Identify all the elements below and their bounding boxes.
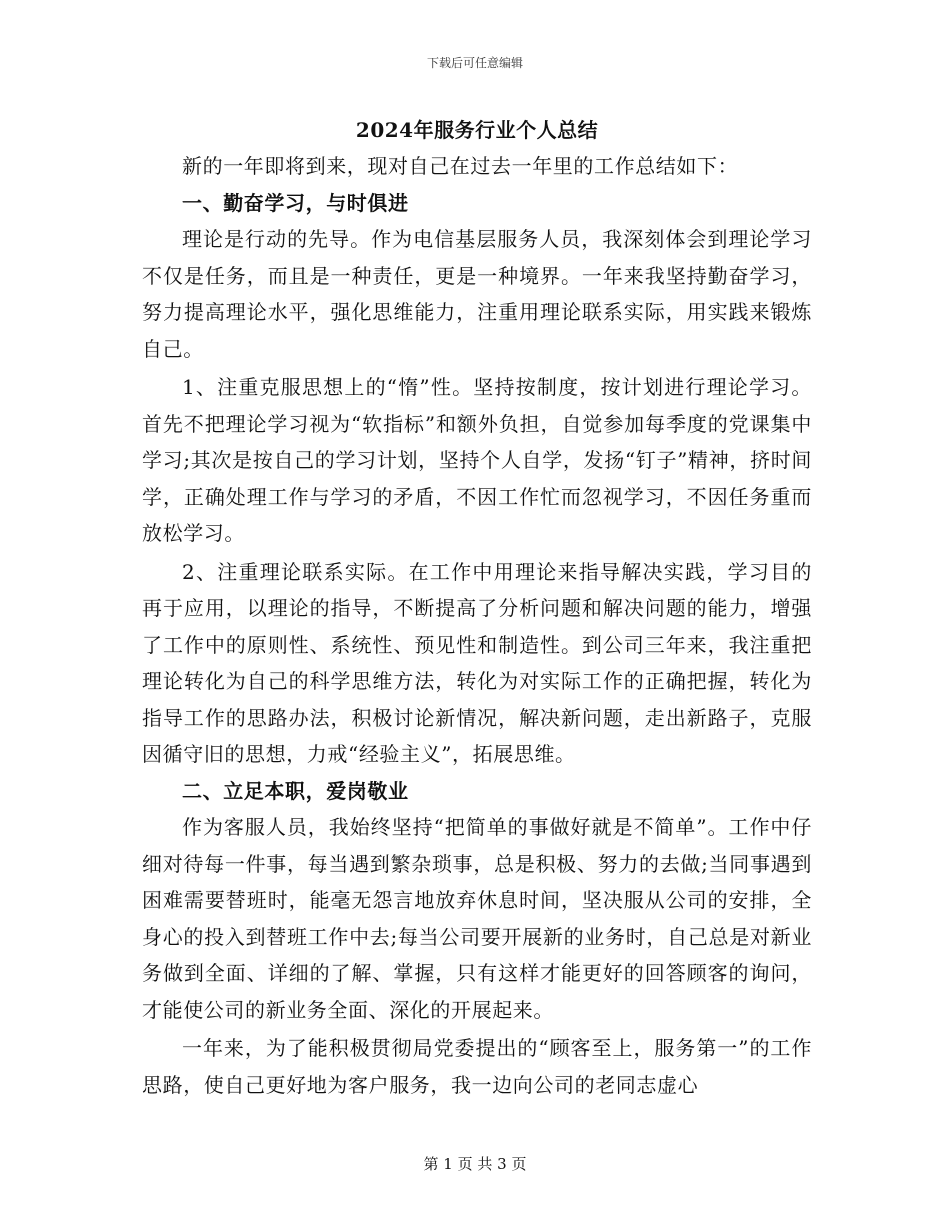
section-2-paragraph-1: 作为客服人员，我始终坚持“把简单的事做好就是不简单”。工作中仔细对待每一件事，每当遇到繁杂琐事，总是积极、努力的去做;当同事遇到困难需要替班时，能毫无怨言地放弃休息时间，坚决服从公司的安排，全身心的投入到替班工作中去;每当公司要开展新的业务时，自己总是对新业务做到全面、详细的了解、掌握，只有这样才能更好的回答顾客的询问，才能使公司的新业务全面、深化的开展起来。 bbox=[142, 815, 812, 1022]
section-1-heading: 一、勤奋学习，与时俱进 bbox=[182, 190, 409, 215]
page-number: 第 1 页 共 3 页 bbox=[423, 1155, 527, 1173]
intro-paragraph: 新的一年即将到来，现对自己在过去一年里的工作总结如下： bbox=[182, 154, 739, 178]
section-2-heading: 二、立足本职，爱岗敬业 bbox=[182, 778, 409, 803]
section-1-paragraph-2: 1、注重克服思想上的“惰”性。坚持按制度，按计划进行理论学习。首先不把理论学习视为“软指标”和额外负担，自觉参加每季度的党课集中学习;其次是按自己的学习计划，坚持个人自学，发扬“钉子”精神，挤时间学，正确处理工作与学习的矛盾，不因工作忙而忽视学习，不因任务重而放松学习。 bbox=[142, 375, 812, 545]
document-body bbox=[142, 112, 812, 1103]
section-1-paragraph-1: 理论是行动的先导。作为电信基层服务人员，我深刻体会到理论学习不仅是任务，而且是一种责任，更是一种境界。一年来我坚持勤奋学习，努力提高理论水平，强化思维能力，注重用理论联系实际，用实践来锻炼自己。 bbox=[142, 227, 812, 361]
section-2-paragraph-2: 一年来，为了能积极贯彻局党委提出的“顾客至上，服务第一”的工作思路，使自己更好地为客户服务，我一边向公司的老同志虚心 bbox=[142, 1036, 812, 1097]
document-title: 2024年服务行业个人总结 bbox=[355, 118, 599, 142]
header-note: 下载后可任意编辑 bbox=[426, 56, 523, 70]
section-1-paragraph-3: 2、注重理论联系实际。在工作中用理论来指导解决实践，学习目的再于应用，以理论的指导，不断提高了分析问题和解决问题的能力，增强了工作中的原则性、系统性、预见性和制造性。到公司三年来，我注重把理论转化为自己的科学思维方法，转化为对实际工作的正确把握，转化为指导工作的思路办法，积极讨论新情况，解决新问题，走出新路子，克服因循守旧的思想，力戒“经验主义”，拓展思维。 bbox=[142, 559, 812, 766]
